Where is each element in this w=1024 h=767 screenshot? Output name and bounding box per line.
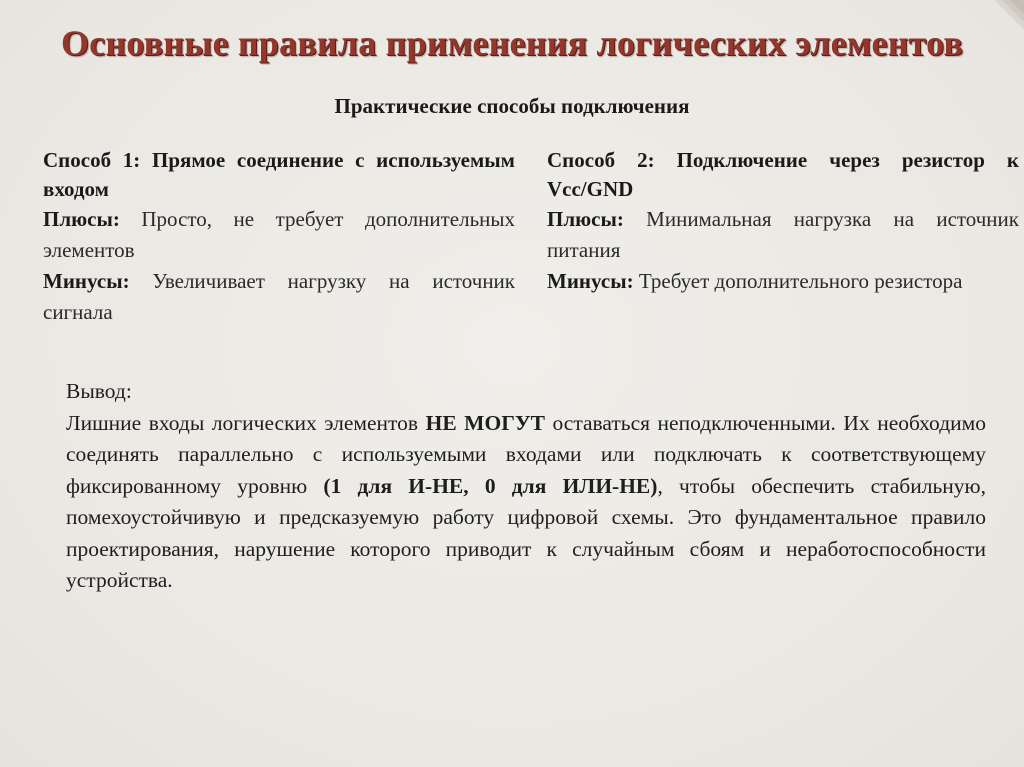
method-1-cons-label: Минусы: [43, 269, 130, 293]
method-2-heading: Способ 2: Подключение через резистор к Vcc/GND [547, 148, 1019, 201]
conclusion-label: Вывод: [66, 379, 132, 403]
method-2-pros-text: Минимальная нагрузка на источник питания [547, 207, 1019, 262]
slide-subtitle: Практические способы подключения [334, 94, 690, 118]
method-2-cons [547, 266, 1019, 297]
method-1-cons [43, 266, 515, 328]
slide-title: Основные правила применения логических элементов [60, 23, 964, 63]
method-2-cons-text: Требует дополнительного резистора [633, 269, 963, 293]
method-1-block [43, 146, 515, 328]
method-1-pros [43, 204, 515, 266]
conclusion-block [66, 376, 986, 597]
method-2-pros [547, 204, 1019, 266]
method-2-block [547, 146, 1019, 297]
conclusion-text [66, 408, 986, 597]
method-2-pros-label: Плюсы: [547, 207, 624, 231]
conclusion-emphasis-levels: (1 для И-НЕ, 0 для ИЛИ-НЕ) [323, 473, 658, 498]
method-1-pros-label: Плюсы: [43, 207, 120, 231]
method-1-pros-text: Просто, не требует дополнительных элементов [43, 207, 515, 262]
method-1-heading: Способ 1: Прямое соединение с используемым входом [43, 148, 515, 201]
conclusion-text-part-3: , чтобы обеспечить стабильную, помехоустойчивую и предсказуемую работу цифровой схемы. Это фундаментальное правило проектирования, нарушение которого приводит к случайным сбоям и неработоспособности устройства. [66, 473, 986, 592]
conclusion-text-part-1: Лишние входы логических элементов [66, 410, 426, 435]
conclusion-text-part-2: оставаться неподключенными. Их необходимо соединять параллельно с используемыми входами или подключать к соответствующему фиксированному уровню [66, 410, 986, 498]
method-2-cons-label: Минусы: [547, 269, 634, 293]
conclusion-emphasis-not-allowed: НЕ МОГУТ [425, 410, 545, 435]
method-1-cons-text: Увеличивает нагрузку на источник сигнала [43, 269, 515, 324]
